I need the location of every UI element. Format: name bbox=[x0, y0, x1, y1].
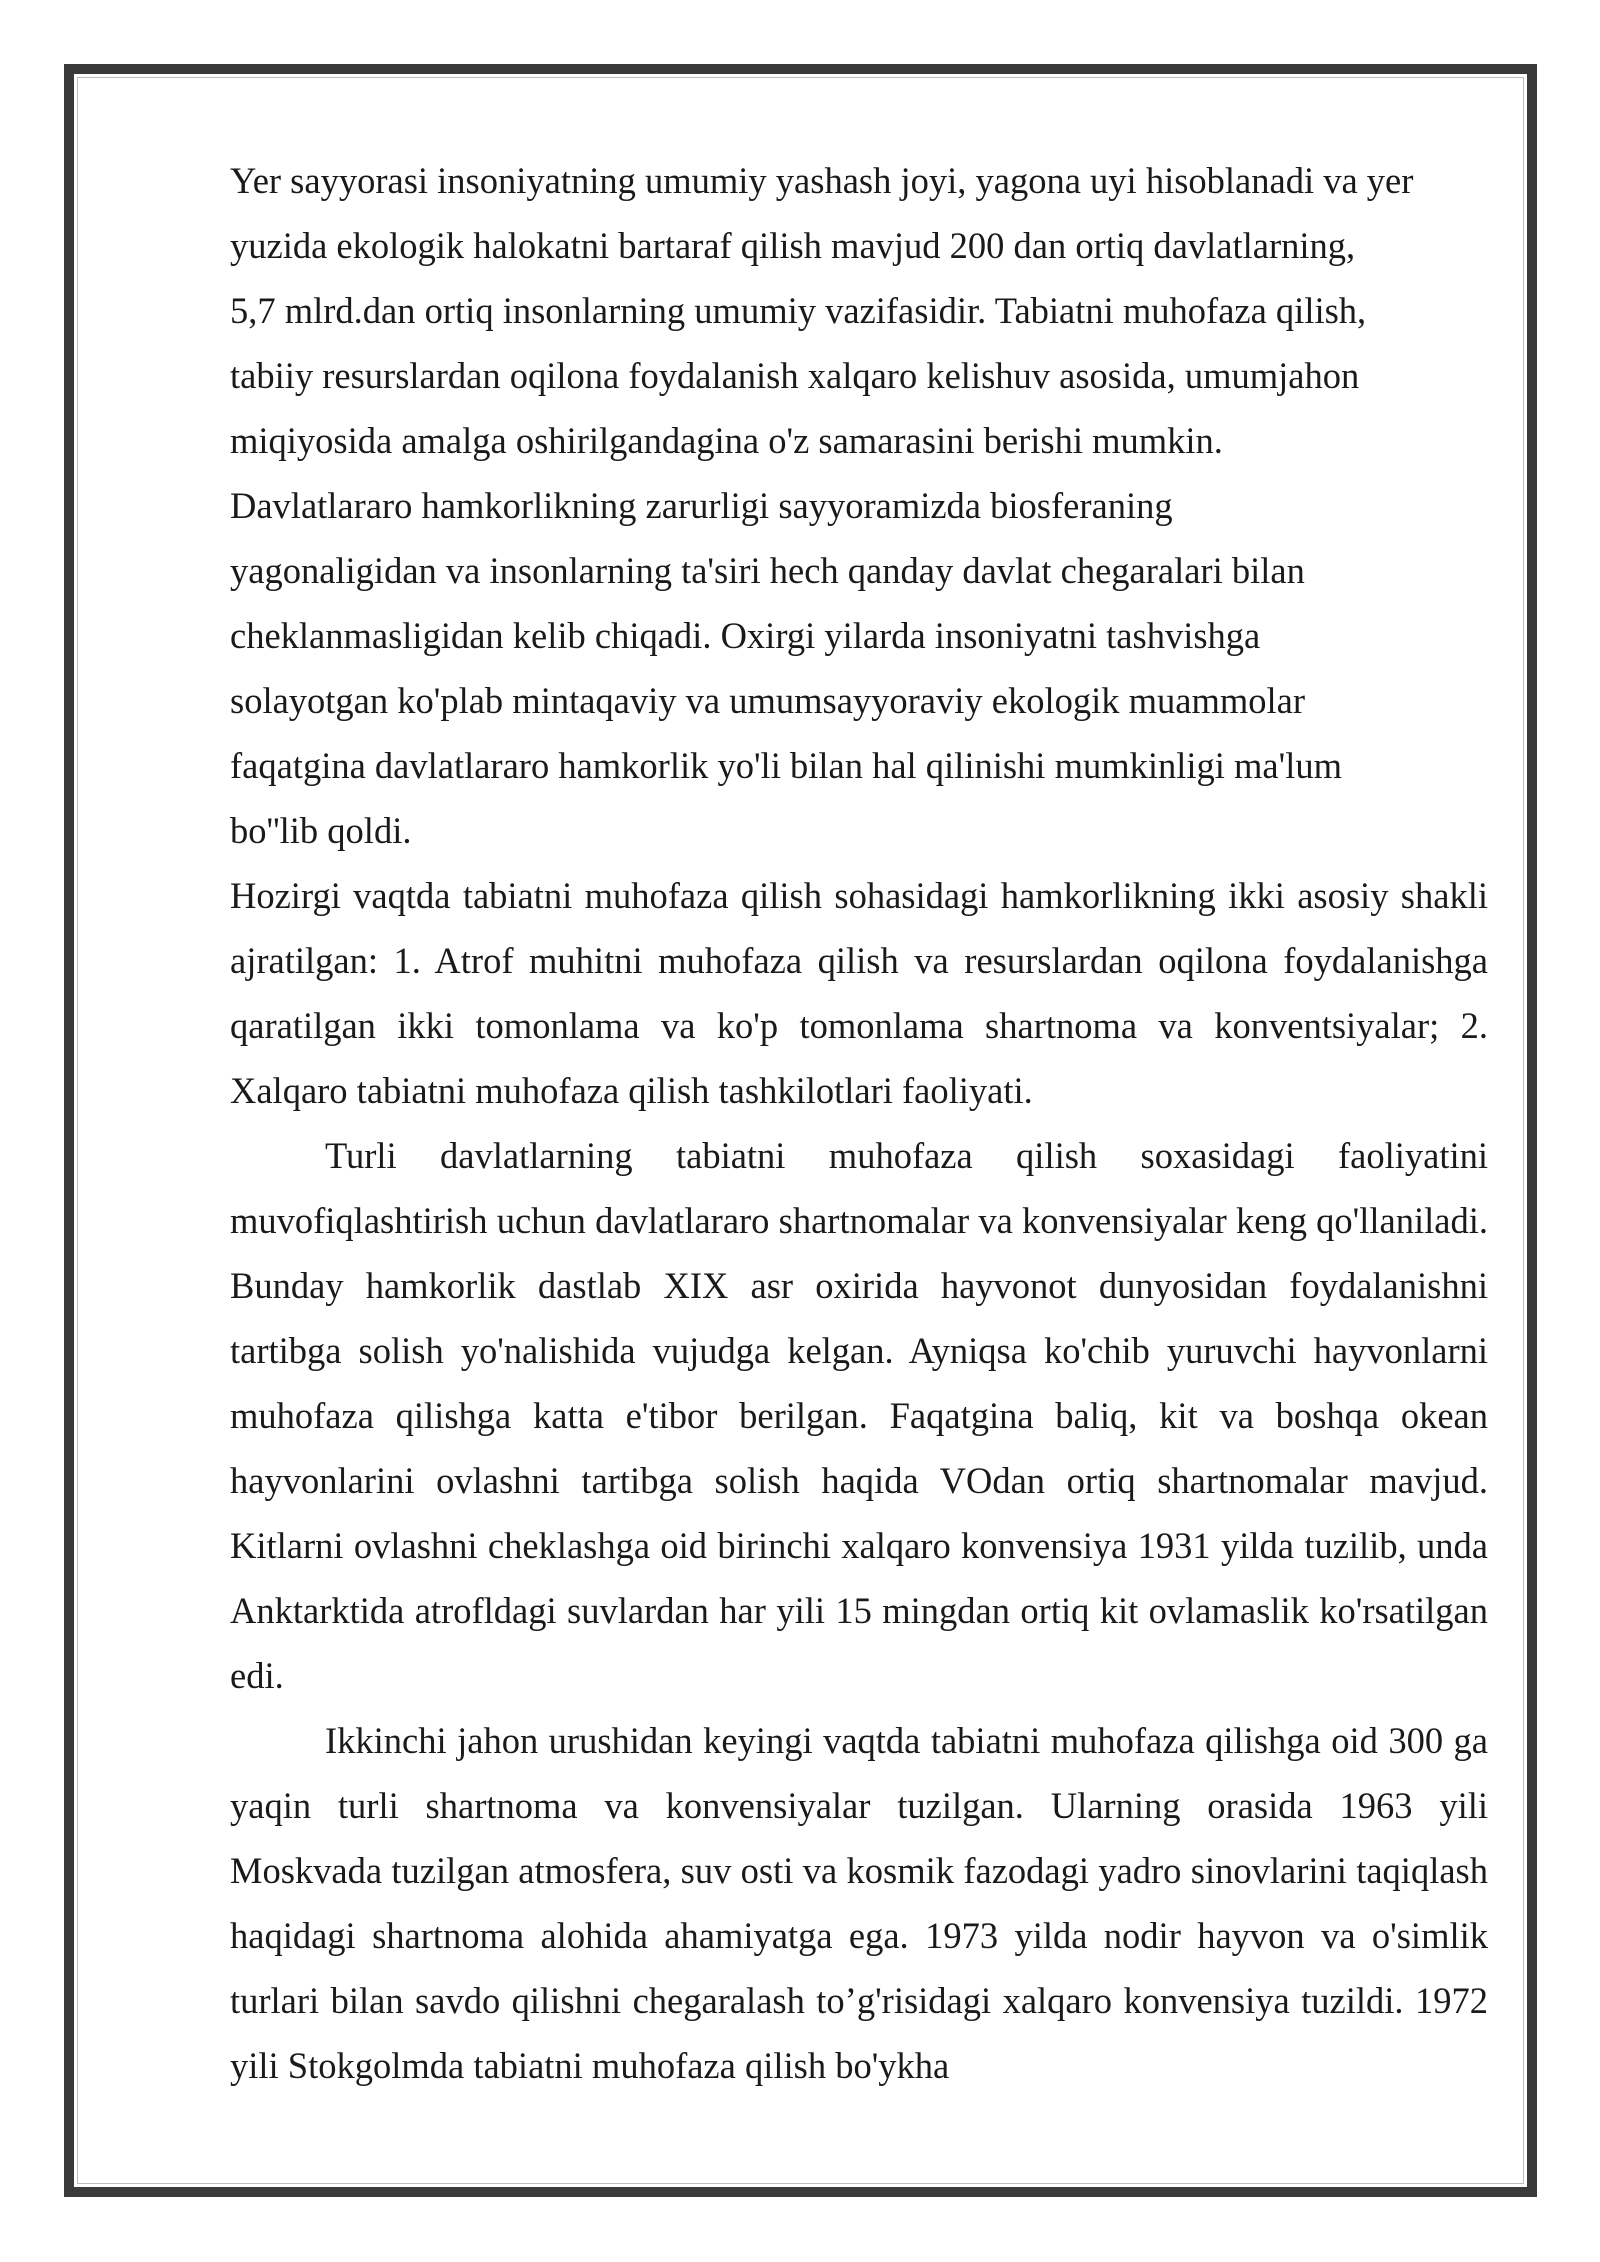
text-line: solayotgan ko'plab mintaqaviy va umumsayyoraviy ekologik muammolar bbox=[230, 680, 1306, 721]
document-text bbox=[230, 148, 1488, 2098]
text-line: bo''lib qoldi. bbox=[230, 810, 412, 851]
text-line: cheklanmasligidan kelib chiqadi. Oxirgi yilarda insoniyatni tashvishga bbox=[230, 615, 1261, 656]
paragraph-cooperation-forms: Hozirgi vaqtda tabiatni muhofaza qilish sohasidagi hamkorlikning ikki asosiy shakli ajratilgan: 1. Atrof muhitni muhofaza qilish va resurslardan oqilona foydalanishga qaratilgan ikki tomonlama va ko'p tomonlama shartnoma va konventsiyalar; 2. Xalqaro tabiatni muhofaza qilish tashkilotlari faoliyati. bbox=[230, 875, 1488, 1111]
paragraph-postwar-conventions: Ikkinchi jahon urushidan keyingi vaqtda tabiatni muhofaza qilishga oid 300 ga yaqin turli shartnoma va konvensiyalar tuzilgan. Ularning orasida 1963 yili Moskvada tuzilgan atmosfera, suv osti va kosmik fazodagi yadro sinovlarini taqiqlash haqidagi shartnoma alohida ahamiyatga ega. 1973 yilda nodir hayvon va o'simlik turlari bilan savdo qilishni chegaralash to’g'risidagi xalqaro konvensiya tuzildi. 1972 yili Stokgolmda tabiatni muhofaza qilish bo'ykha bbox=[230, 1720, 1488, 2086]
paragraph-intro bbox=[230, 148, 1488, 863]
text-line: yagonaligidan va insonlarning ta'siri hech qanday davlat chegaralari bilan bbox=[230, 550, 1305, 591]
text-line: Yer sayyorasi insoniyatning umumiy yashash joyi, yagona uyi hisoblanadi va yer bbox=[230, 160, 1414, 201]
text-line: tabiiy resurslardan oqilona foydalanish xalqaro kelishuv asosida, umumjahon bbox=[230, 355, 1360, 396]
text-line: Davlatlararo hamkorlikning zarurligi sayyoramizda biosferaning bbox=[230, 485, 1173, 526]
text-line: yuzida ekologik halokatni bartaraf qilish mavjud 200 dan ortiq davlatlarning, bbox=[230, 225, 1356, 266]
text-line: 5,7 mlrd.dan ortiq insonlarning umumiy vazifasidir. Tabiatni muhofaza qilish, bbox=[230, 290, 1367, 331]
paragraph-treaties-history: Turli davlatlarning tabiatni muhofaza qilish soxasidagi faoliyatini muvofiqlashtirish uchun davlatlararo shartnomalar va konvensiyalar keng qo'llaniladi. Bunday hamkorlik dastlab XIX asr oxirida hayvonot dunyosidan foydalanishni tartibga solish yo'nalishida vujudga kelgan. Ayniqsa ko'chib yuruvchi hayvonlarni muhofaza qilishga katta e'tibor berilgan. Faqatgina baliq, kit va boshqa okean hayvonlarini ovlashni tartibga solish haqida VOdan ortiq shartnomalar mavjud. Kitlarni ovlashni cheklashga oid birinchi xalqaro konvensiya 1931 yilda tuzilib, unda Anktarktida atrofldagi suvlardan har yili 15 mingdan ortiq kit ovlamaslik ko'rsatilgan edi. bbox=[230, 1135, 1488, 1696]
text-line: miqiyosida amalga oshirilgandagina o'z samarasini berishi mumkin. bbox=[230, 420, 1223, 461]
text-line: faqatgina davlatlararo hamkorlik yo'li bilan hal qilinishi mumkinligi ma'lum bbox=[230, 745, 1342, 786]
